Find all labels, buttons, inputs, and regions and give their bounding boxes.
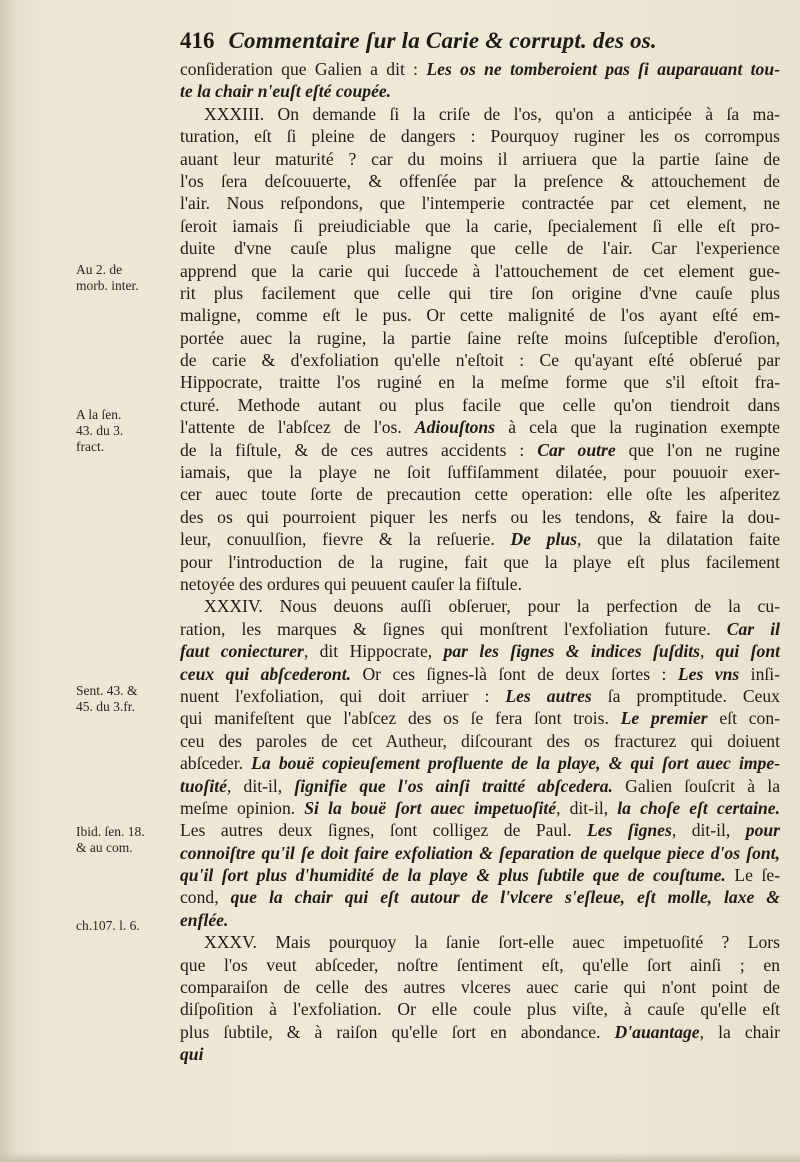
text-run: Les autres deux ſignes, ſont colligez de Paul. [180, 820, 587, 841]
text-line [180, 237, 780, 259]
text-run: , dit-il, [226, 775, 295, 796]
italic-run: Le premier [620, 708, 708, 729]
text-line [180, 931, 780, 953]
italic-run: La bouë copieuſement profluente de la playe, & qui ſort auec impe- [251, 753, 781, 774]
italic-run: Si la bouë ſort auec impetuoſité [304, 797, 557, 818]
text-line [180, 976, 780, 998]
text-line [180, 663, 780, 685]
italic-run: que la chair qui eſt autour de l'vlcere s'eſleue, eſt molle, laxe & [230, 887, 780, 908]
text-run: que l'os veut abſceder, noſtre ſentiment eſt, qu'elle ſort ainſi ; en [180, 954, 780, 975]
italic-run: ceux qui abſcederont. [180, 663, 351, 684]
text-line [180, 618, 780, 640]
margin-note-4 [76, 824, 145, 856]
text-run: turation, eſt ſi pleine de dangers : Pourquoy ruginer les os corrompus [180, 126, 780, 147]
text-line [180, 148, 780, 170]
italic-run: ſignifie que l'os ainſi traitté abſcedera. [294, 775, 613, 796]
text-line [180, 595, 780, 617]
margin-note-1 [76, 262, 139, 294]
text-run: , dit-il, [556, 797, 618, 818]
text-line [180, 819, 780, 841]
text-run: ration, les marques & ſignes qui monſtrent l'exfoliation future. [180, 618, 727, 639]
text-run: iamais, que la playe ne ſoit ſuffiſamment dilatée, pour pouuoir exer- [180, 462, 780, 483]
text-run: , dit Hippocrate, [303, 641, 444, 662]
text-run: Hippocrate, traitte l'os ruginé en la meſme forme que s'il eſtoit fra- [180, 372, 780, 393]
text-line [180, 215, 780, 237]
text-line [180, 730, 780, 752]
text-run: conſideration que Galien a dit : [180, 59, 427, 79]
text-run: apprend que la carie qui ſuccede à l'attouchement de cet element gue- [180, 260, 780, 281]
margin-note-line: morb. inter. [76, 278, 139, 293]
text-line [180, 327, 780, 349]
text-run: l'attente de l'abſcez de l'os. [180, 417, 415, 438]
text-line [180, 170, 780, 192]
text-line [180, 842, 780, 864]
italic-run: Adiouſtons [414, 417, 496, 438]
italic-run: pour [745, 820, 780, 841]
italic-run: la choſe eſt certaine. [617, 797, 780, 818]
text-run: inſi- [739, 663, 780, 684]
text-run: , dit-il, [671, 820, 746, 841]
text-run: maligne, comme eſt le pus. Or cette malignité de l'os ayant eſté em- [180, 305, 780, 326]
italic-run: Les ſignes [587, 820, 672, 841]
text-run: XXXIV. Nous deuons auſſi obſeruer, pour la perfection de la cu- [204, 596, 780, 617]
text-run: Galien ſouſcrit à la [612, 775, 780, 796]
italic-run: te la chair n'euſt eſté coupée. [180, 81, 392, 102]
text-run: auant leur maturité ? car du moins il arriuera que la partie ſaine de [180, 148, 780, 169]
margin-note-line: 45. du 3.fr. [76, 699, 135, 714]
italic-run: tuoſité [180, 775, 227, 796]
text-line [180, 707, 780, 729]
text-line [180, 506, 780, 528]
text-line [180, 192, 780, 214]
text-run: qui [180, 1044, 204, 1065]
text-run: abſceder. [180, 753, 252, 774]
text-line [180, 886, 780, 908]
text-run: XXXIII. On demande ſi la criſe de l'os, qu'on a anticipée à ſa ma- [204, 103, 780, 124]
text-line [180, 797, 780, 819]
italic-run: par les ſignes & indices ſuſdits [443, 641, 700, 662]
page-edge-shadow [0, 1152, 800, 1162]
text-run: diſpoſition à l'exfoliation. Or elle coule plus viſte, à cauſe qu'elle eſt [180, 999, 780, 1020]
text-run: eſt con- [707, 708, 780, 729]
italic-run: Car outre [537, 439, 616, 460]
italic-run: Les autres [505, 685, 592, 706]
text-run: rit plus facilement que celle qui tire ſon origine d'vne cauſe plus [180, 282, 780, 303]
text-run: ſa promptitude. Ceux [591, 685, 780, 706]
text-run: que l'on ne rugine [615, 439, 780, 460]
margin-note-line: Sent. 43. & [76, 683, 138, 698]
text-run: leur, conuulſion, fievre & la reſuerie. [180, 529, 511, 550]
text-run: portée auec la rugine, la partie ſaine reſte moins ſuſceptible d'eroſion, [180, 327, 780, 348]
margin-note-line: Au 2. de [76, 262, 123, 277]
text-run: XXXV. Mais pourquoy la ſanie ſort-elle auec impetuoſité ? Lors [204, 932, 780, 953]
text-run: meſme opinion. [180, 797, 305, 818]
text-line [180, 775, 780, 797]
text-run: l'air. Nous reſpondons, que l'intemperie contractée par cet element, ne [180, 193, 780, 214]
text-line [180, 998, 780, 1020]
text-run: , la chair [699, 1021, 780, 1042]
margin-note-5 [76, 918, 140, 934]
body-text [180, 58, 780, 1066]
margin-note-line: A la ſen. [76, 407, 122, 422]
text-run: , [699, 641, 716, 662]
text-line [180, 483, 780, 505]
text-run: de carie & d'exfoliation qu'elle n'eſtoit : Ce qu'ayant eſté obſerué par [180, 350, 780, 371]
margin-note-line: fract. [76, 439, 105, 454]
text-run: cer auec toute ſorte de precaution cette operation: elle oſte les aſperitez [180, 484, 780, 505]
text-run: duite d'vne cauſe plus maligne que celle de l'air. Car l'experience [180, 238, 780, 259]
text-line [180, 1021, 780, 1043]
italic-run: Les os ne tomberoient pas ſi auparauant tou- [426, 59, 780, 79]
italic-run: D'auantage [614, 1021, 700, 1042]
text-line [180, 461, 780, 483]
margin-note-3 [76, 683, 138, 715]
text-line [180, 752, 780, 774]
text-line [180, 371, 780, 393]
text-line [180, 1043, 780, 1065]
text-run: Or ces ſignes-là ſont de deux ſortes : [350, 663, 678, 684]
text-line [180, 573, 780, 595]
text-run: de la fiſtule, & de ces autres accidents : [180, 439, 538, 460]
italic-run: qu'il ſort plus d'humidité de la playe & plus ſubtile que de couſtume. [180, 865, 726, 886]
text-line [180, 864, 780, 886]
text-run: comparaiſon de celle des autres vlceres auec carie qui n'ont point de [180, 977, 780, 998]
italic-run: faut coniecturer [180, 641, 304, 662]
italic-run: connoiſtre qu'il ſe doit faire exfoliation & ſeparation de quelque piece d'os ſont, [180, 842, 780, 863]
text-run: des os qui pourroient piquer les nerfs ou les tendons, & faire la dou- [180, 506, 780, 527]
text-line [180, 416, 780, 438]
running-title: Commentaire ſur la Carie & corrupt. des os. [228, 28, 657, 53]
text-run: netoyée des ordures qui peuuent cauſer la fiſtule. [180, 573, 522, 594]
text-run: ſeroit iamais ſi preiudiciable que la carie, ſpecialement ſi elle eſt pro- [180, 215, 780, 236]
text-line [180, 394, 780, 416]
text-run: l'os ſera deſcouuerte, & offenſée par la preſence & attouchement de [180, 170, 780, 191]
text-run: plus ſubtile, & à raiſon qu'elle ſort en abondance. [180, 1021, 615, 1042]
text-run: nuent l'exfoliation, qui doit arriuer : [180, 685, 506, 706]
text-line [180, 528, 780, 550]
text-line [180, 954, 780, 976]
text-line [180, 439, 780, 461]
text-run: qui manifeſtent que l'abſcez des os ſe fera ſont trois. [180, 708, 621, 729]
margin-note-line: & au com. [76, 840, 133, 855]
text-line [180, 80, 780, 102]
margin-note-line: ch.107. l. 6. [76, 918, 140, 933]
italic-run: qui ſont [715, 641, 780, 662]
text-run: Le ſe- [725, 865, 780, 886]
text-run: cond, [180, 887, 231, 908]
running-header [180, 28, 780, 54]
italic-run: Car il [726, 618, 781, 639]
italic-run: De plus [510, 529, 577, 550]
text-run: pour l'introduction de la rugine, fait que la playe eſt plus facilement [180, 551, 780, 572]
text-line [180, 349, 780, 371]
margin-note-line: Ibid. ſen. 18. [76, 824, 145, 839]
margin-note-2 [76, 407, 123, 455]
text-run: , que la dilatation faite [577, 529, 781, 550]
text-run: cturé. Methode autant ou plus facile que celle qu'on tiendroit dans [180, 394, 780, 415]
page-number: 416 [180, 28, 215, 53]
text-line [180, 260, 780, 282]
text-line [180, 58, 780, 80]
italic-run: enflée. [180, 909, 229, 930]
text-line [180, 640, 780, 662]
italic-run: Les vns [677, 663, 740, 684]
text-line [180, 685, 780, 707]
text-line [180, 304, 780, 326]
text-line [180, 103, 780, 125]
text-run: à cela que la rugination exempte [495, 417, 780, 438]
text-line [180, 282, 780, 304]
text-line [180, 909, 780, 931]
margin-note-line: 43. du 3. [76, 423, 124, 438]
text-line [180, 551, 780, 573]
text-run: ceu des paroles de cet Autheur, diſcourant des os fracturez qui doiuent [180, 730, 780, 751]
text-line [180, 125, 780, 147]
